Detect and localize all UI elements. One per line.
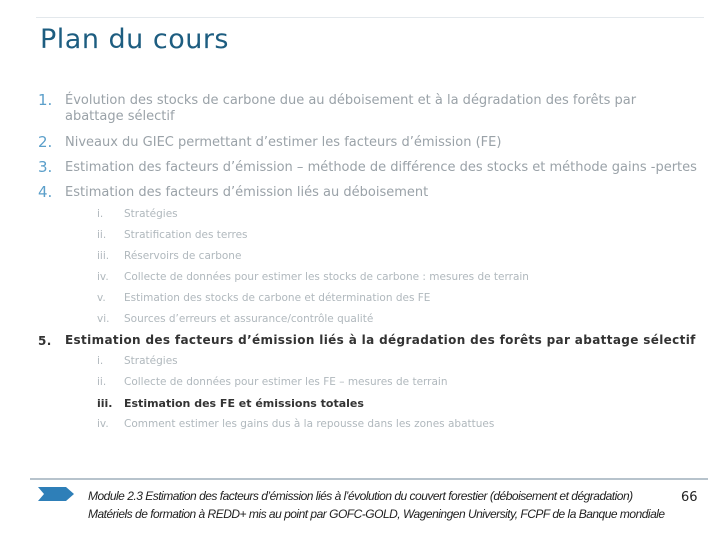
subitem-text: Collecte de données pour estimer les FE – mesures de terrain [124, 376, 448, 388]
outline-subitem-current [38, 393, 698, 414]
outline-sublist-5 [38, 351, 698, 435]
subitem-text: Estimation des FE et émissions totales [124, 397, 364, 410]
outline-item-3 [38, 160, 698, 176]
outline-number: 2. [38, 133, 53, 151]
outline-subitem [38, 309, 698, 330]
slide-title: Plan du cours [40, 24, 230, 55]
subitem-text: Stratification des terres [124, 229, 248, 241]
subitem-number: v. [97, 292, 106, 304]
outline-item-4 [38, 185, 698, 201]
outline-text: Évolution des stocks de carbone due au déboisement et à la dégradation des forêts par abattage sélectif [65, 93, 637, 124]
outline-subitem [38, 267, 698, 288]
outline-text: Niveaux du GIEC permettant d’estimer les facteurs d’émission (FE) [65, 135, 502, 150]
course-outline [38, 93, 698, 435]
footer-divider [30, 478, 708, 480]
subitem-number: ii. [97, 229, 107, 241]
subitem-text: Stratégies [124, 355, 178, 367]
subitem-number: ii. [97, 376, 107, 388]
footer-credits-line: Matériels de formation à REDD+ mis au point par GOFC-GOLD, Wageningen University, FCPF de la Banque mondiale [88, 507, 665, 521]
outline-text: Estimation des facteurs d’émission – méthode de différence des stocks et méthode gains -pertes [65, 160, 697, 175]
subitem-text: Estimation des stocks de carbone et détermination des FE [124, 292, 431, 304]
outline-number: 5. [38, 334, 52, 348]
chevron-shape [38, 487, 74, 501]
subitem-text: Stratégies [124, 208, 178, 220]
subitem-text: Réservoirs de carbone [124, 250, 242, 262]
outline-sublist-4 [38, 204, 698, 330]
outline-item-2 [38, 135, 698, 151]
outline-subitem [38, 225, 698, 246]
outline-subitem [38, 204, 698, 225]
outline-item-1 [38, 93, 698, 125]
outline-number: 3. [38, 158, 53, 176]
outline-subitem [38, 288, 698, 309]
outline-text: Estimation des facteurs d’émission liés au déboisement [65, 185, 429, 200]
footer-module-line: Module 2.3 Estimation des facteurs d’émission liés à l’évolution du couvert forestier (déboisement et dégradation) [88, 489, 633, 503]
page-number: 66 [681, 490, 698, 505]
subitem-number: iv. [97, 271, 109, 283]
outline-subitem [38, 372, 698, 393]
chevron-arrow-icon [38, 487, 74, 501]
outline-subitem [38, 351, 698, 372]
subitem-number: i. [97, 208, 104, 220]
subitem-number: iv. [97, 418, 109, 430]
subitem-text: Sources d’erreurs et assurance/contrôle qualité [124, 313, 374, 325]
outline-subitem [38, 246, 698, 267]
subitem-number: iii. [97, 397, 113, 410]
outline-number: 1. [38, 91, 53, 109]
outline-text: Estimation des facteurs d’émission liés à la dégradation des forêts par abattage sélectif [65, 333, 696, 347]
outline-subitem [38, 414, 698, 435]
top-divider [36, 17, 704, 18]
subitem-number: i. [97, 355, 104, 367]
subitem-text: Collecte de données pour estimer les stocks de carbone : mesures de terrain [124, 271, 529, 283]
outline-item-5 [38, 332, 698, 348]
subitem-text: Comment estimer les gains dus à la repousse dans les zones abattues [124, 418, 495, 430]
subitem-number: iii. [97, 250, 110, 262]
subitem-number: vi. [97, 313, 110, 325]
outline-number: 4. [38, 183, 53, 201]
